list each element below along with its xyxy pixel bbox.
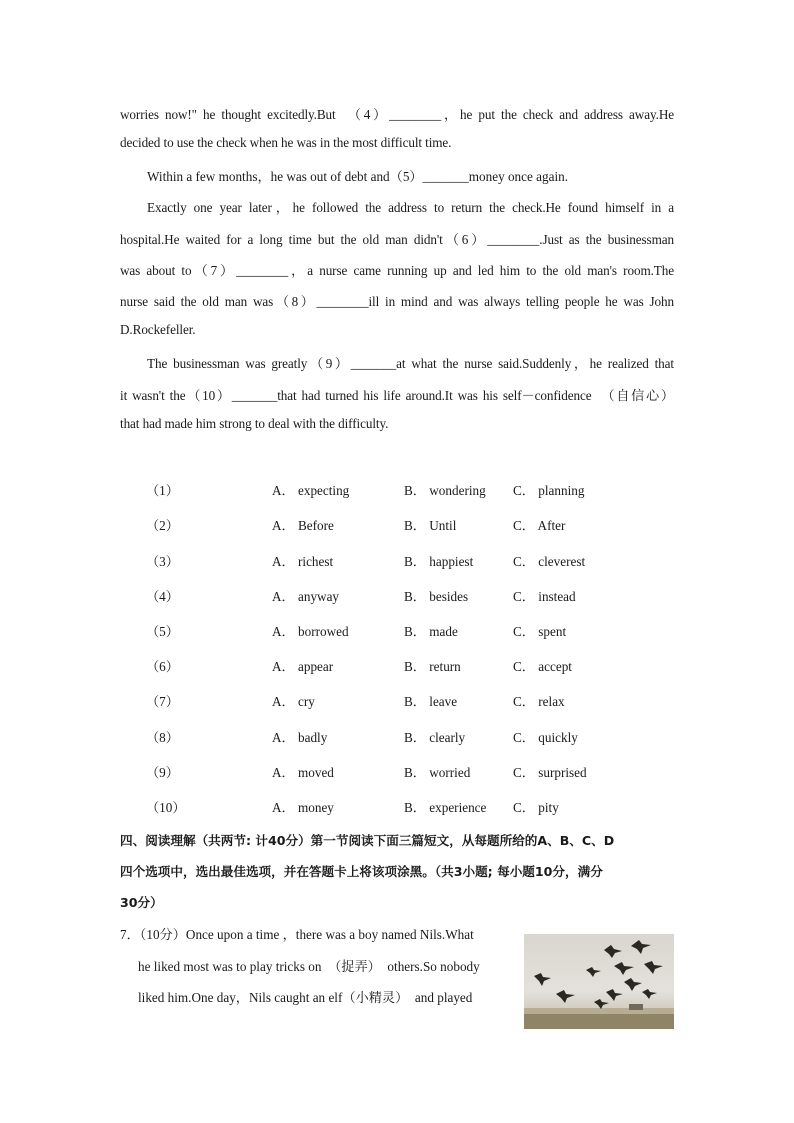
passage-line-10: it wasn't the（10）_______that had turned his life around.It was his self－confidence （自信心） xyxy=(120,388,674,403)
option-b: B． besides xyxy=(404,589,469,604)
option-a: A． money xyxy=(272,800,334,815)
option-row xyxy=(0,621,794,641)
option-row xyxy=(0,797,794,817)
section-heading-line-2: 四个选项中，选出最佳选项，并在答题卡上将该项涂黑。（共3小题; 每小题10分，满分 xyxy=(120,864,603,879)
passage-line-5: hospital.He waited for a long time but the old man didn't（6）________.Just as the businessman xyxy=(120,232,674,247)
question-number: （4） xyxy=(146,589,179,604)
option-a: A． Before xyxy=(272,518,334,533)
option-c: C． planning xyxy=(513,483,585,498)
option-b: B． Until xyxy=(404,518,457,533)
option-row xyxy=(0,480,794,500)
option-a: A． borrowed xyxy=(272,624,349,639)
option-c: C． instead xyxy=(513,589,576,604)
option-row xyxy=(0,691,794,711)
option-b: B． experience xyxy=(404,800,487,815)
question-7-line-1: 7．（10分）Once upon a time ，there was a boy named Nils.What xyxy=(120,927,474,942)
question-number: （8） xyxy=(146,730,179,745)
question-number: （6） xyxy=(146,659,179,674)
option-b: B． wondering xyxy=(404,483,486,498)
option-b: B． clearly xyxy=(404,730,466,745)
option-a: A． appear xyxy=(272,659,334,674)
option-row xyxy=(0,515,794,535)
option-c: C． spent xyxy=(513,624,567,639)
option-c: C． cleverest xyxy=(513,554,586,569)
option-a: A． moved xyxy=(272,765,334,780)
passage-line-2: decided to use the check when he was in the most difficult time. xyxy=(120,135,452,150)
option-row xyxy=(0,727,794,747)
passage-line-1: worries now!" he thought excitedly.But （4）________，he put the check and address away.He xyxy=(120,107,674,122)
question-7-line-3: liked him.One day，Nils caught an elf（小精灵） and played xyxy=(138,990,473,1005)
option-b: B． return xyxy=(404,659,461,674)
option-row xyxy=(0,656,794,676)
question-number: （2） xyxy=(146,518,179,533)
passage-line-11: that had made him strong to deal with the difficulty. xyxy=(120,416,389,431)
option-c: C． accept xyxy=(513,659,572,674)
question-number: （7） xyxy=(146,694,179,709)
option-a: A． anyway xyxy=(272,589,340,604)
option-a: A． cry xyxy=(272,694,315,709)
question-number: （1） xyxy=(146,483,179,498)
option-row xyxy=(0,586,794,606)
option-row xyxy=(0,551,794,571)
option-c: C． relax xyxy=(513,694,565,709)
option-a: A． badly xyxy=(272,730,328,745)
section-heading-line-1: 四、阅读理解（共两节: 计40分）第一节阅读下面三篇短文，从每题所给的A、B、C、D xyxy=(120,833,615,848)
passage-line-7: nurse said the old man was（8）________ill in mind and was always telling people he was John xyxy=(120,294,674,309)
question-number: （3） xyxy=(146,554,179,569)
question-number: （5） xyxy=(146,624,179,639)
option-b: B． happiest xyxy=(404,554,474,569)
option-b: B． worried xyxy=(404,765,471,780)
geese-photo xyxy=(524,934,674,1029)
geese-icon xyxy=(524,934,674,1029)
question-7-line-2: he liked most was to play tricks on （捉弄） others.So nobody xyxy=(138,959,480,974)
passage-line-3: Within a few months，he was out of debt and（5）_______money once again. xyxy=(147,169,569,184)
option-b: B． made xyxy=(404,624,458,639)
option-a: A． richest xyxy=(272,554,334,569)
passage-line-4: Exactly one year later，he followed the address to return the check.He found himself in a xyxy=(147,200,674,215)
option-c: C． quickly xyxy=(513,730,578,745)
passage-line-6: was about to（7）________，a nurse came running up and led him to the old man's room.The xyxy=(120,263,674,278)
question-number: （10） xyxy=(146,800,186,815)
option-a: A． expecting xyxy=(272,483,350,498)
option-row xyxy=(0,762,794,782)
option-c: C． surprised xyxy=(513,765,587,780)
passage-line-9: The businessman was greatly（9）_______at what the nurse said.Suddenly，he realized that xyxy=(147,356,674,371)
section-heading-line-3: 30分） xyxy=(120,895,163,910)
passage-line-8: D.Rockefeller. xyxy=(120,322,196,337)
option-b: B． leave xyxy=(404,694,458,709)
option-c: C． After xyxy=(513,518,566,533)
option-c: C． pity xyxy=(513,800,559,815)
question-number: （9） xyxy=(146,765,179,780)
